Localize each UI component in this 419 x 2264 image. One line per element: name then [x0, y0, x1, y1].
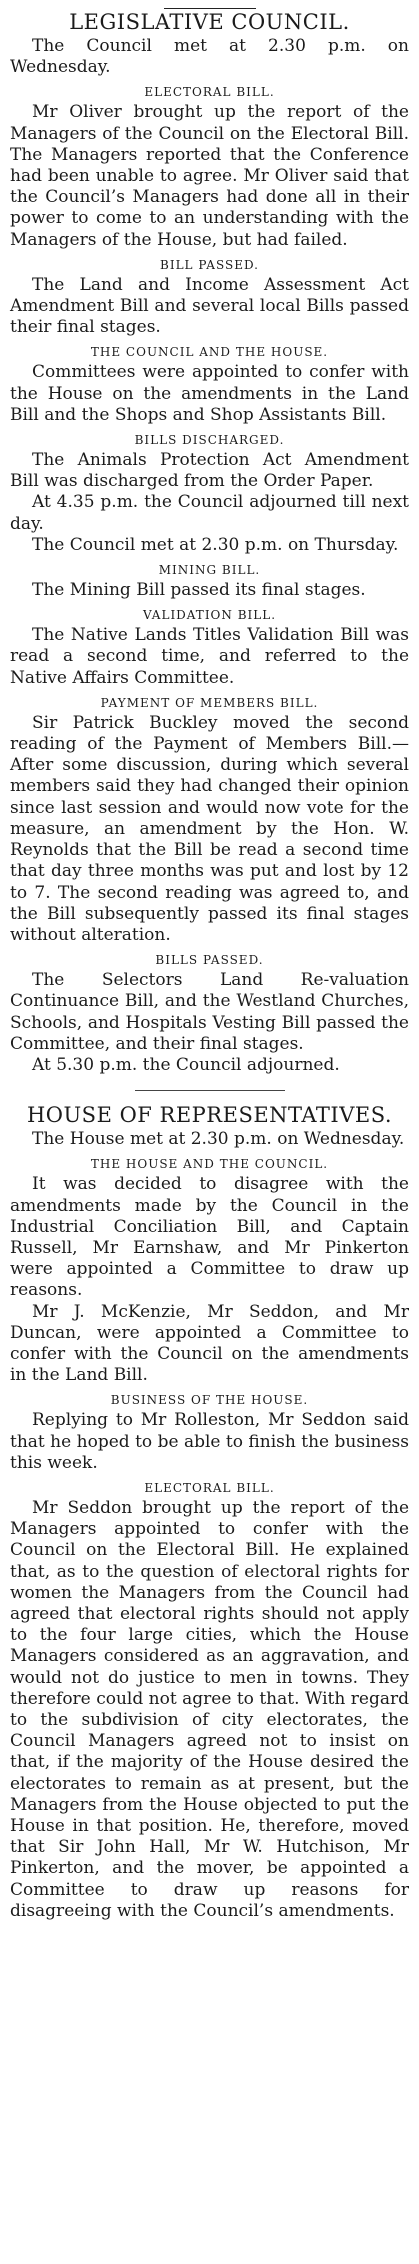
council-open-thursday: The Council met at 2.30 p.m. on Thursday.	[32, 534, 399, 555]
council-heading: LEGISLATIVE COUNCIL.	[69, 10, 350, 34]
council-discharged-subheading: BILLS DISCHARGED.	[134, 433, 285, 448]
council-open-wednesday: The Council met at 2.30 p.m. on Wednesday.	[10, 36, 409, 78]
council-electoral-subheading: ELECTORAL BILL.	[144, 85, 275, 100]
council-bills-passed-paragraph: The Selectors Land Re-valuation Continuance Bill, and the Westland Churches, Schools, and Hospitals Vesting Bill passed the Committee, and their final stages.	[10, 970, 409, 1054]
council-and-house-subheading: THE COUNCIL AND THE HOUSE.	[90, 345, 329, 360]
council-electoral-paragraph: Mr Oliver brought up the report of the Managers of the Council on the Electoral Bill. The Managers reported that the Conference had been unable to agree. Mr Oliver said that the Council’s Managers had done all in their power to come to an understanding with the Managers of the House, but had failed.	[10, 102, 409, 250]
council-validation-subheading: VALIDATION BILL.	[142, 608, 277, 623]
house-electoral-paragraph: Mr Seddon brought up the report of the Managers appointed to confer with the Council on the Electoral Bill. He explained that, as to the question of electoral rights for women the Managers from the Council had agreed that electoral rights should not apply to the four large cities, which the House Managers considered as an aggravation, and would not do justice to men in towns. They therefore could not agree to that. With regard to the subdivision of city electorates, the Council Managers agreed not to insist on that, if the majority of the House desired the electorates to remain as at present, but the Managers from the House objected to put the House in that position. He, therefore, moved that Sir John Hall, Mr W. Hutchison, Mr Pinkerton, and the mover, be appointed a Committee to draw up reasons for disagreeing with the Council’s amendments.	[10, 1497, 409, 1921]
house-and-council-paragraph-1: It was decided to disagree with the amendments made by the Council in the Industrial Conciliation Bill, and Captain Russell, Mr Earnshaw, and Mr Pinkerton were appointed a Committee to draw up reasons.	[10, 1174, 409, 1301]
council-bills-passed-subheading: BILLS PASSED.	[155, 953, 264, 968]
house-open-wednesday: The House met at 2.30 p.m. on Wednesday.	[32, 1129, 405, 1150]
house-business-subheading: BUSINESS OF THE HOUSE.	[110, 1393, 309, 1408]
section-divider	[135, 1090, 285, 1091]
house-business-paragraph: Replying to Mr Rolleston, Mr Seddon said that he hoped to be able to finish the business this week.	[10, 1410, 409, 1473]
council-bill-passed-subheading: BILL PASSED.	[160, 257, 259, 272]
council-mining-subheading: MINING BILL.	[158, 563, 261, 578]
council-mining-paragraph: The Mining Bill passed its final stages.	[32, 580, 366, 601]
council-adjourn-paragraph: At 4.35 p.m. the Council adjourned till next day.	[10, 492, 409, 534]
house-electoral-subheading: ELECTORAL BILL.	[144, 1480, 275, 1495]
house-heading: HOUSE OF REPRESENTATIVES.	[26, 1103, 393, 1128]
council-validation-paragraph: The Native Lands Titles Validation Bill was read a second time, and referred to the Native Affairs Committee.	[10, 625, 409, 688]
house-and-council-paragraph-2: Mr J. McKenzie, Mr Seddon, and Mr Duncan, were appointed a Committee to confer with the Council on the amendments in the Land Bill.	[10, 1301, 409, 1386]
council-bill-passed-paragraph: The Land and Income Assessment Act Amendment Bill and several local Bills passed their final stages.	[10, 274, 409, 338]
council-final-adjourn-paragraph: At 5.30 p.m. the Council adjourned.	[32, 1054, 340, 1075]
house-and-council-subheading: THE HOUSE AND THE COUNCIL.	[90, 1157, 329, 1172]
council-payment-subheading: PAYMENT OF MEMBERS BILL.	[100, 695, 319, 710]
council-discharged-paragraph: The Animals Protection Act Amendment Bill was discharged from the Order Paper.	[10, 450, 409, 492]
top-rule	[164, 8, 256, 9]
council-and-house-paragraph: Committees were appointed to confer with the House on the amendments in the Land Bill and the Shops and Shop Assistants Bill.	[10, 362, 409, 425]
council-payment-paragraph: Sir Patrick Buckley moved the second reading of the Payment of Members Bill.—After some discussion, during which several members said they had changed their opinion since last session and would now vote for the measure, an amendment by the Hon. W. Reynolds that the Bill be read a second time that day three months was put and lost by 12 to 7. The second reading was agreed to, and the Bill subsequently passed its final stages without alteration.	[10, 712, 409, 945]
